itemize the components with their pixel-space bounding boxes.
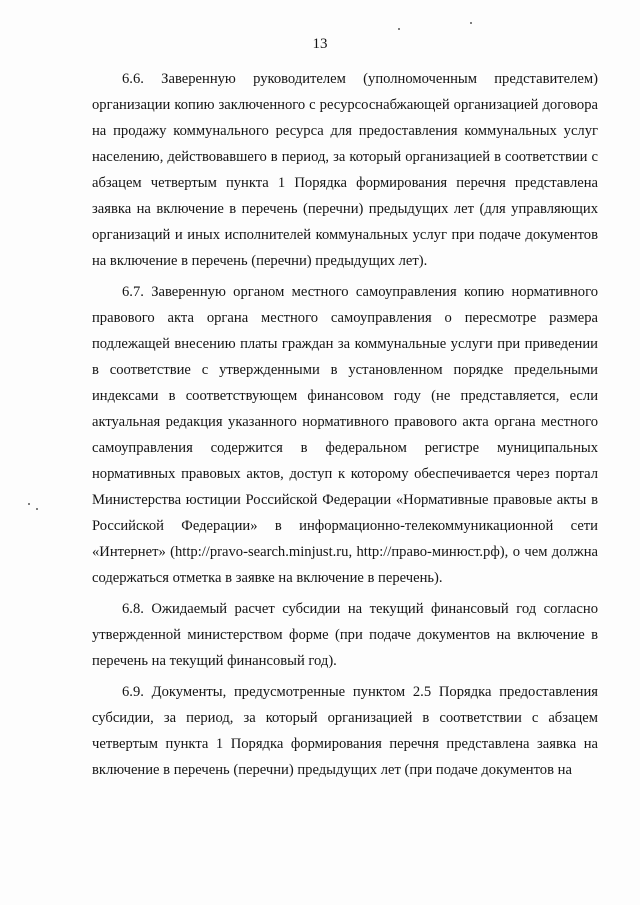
scan-speck	[470, 22, 472, 24]
scan-speck	[28, 503, 30, 505]
scan-speck	[398, 28, 400, 30]
paragraph-6-8: 6.8. Ожидаемый расчет субсидии на текущий финансовый год согласно утвержденной министерством форме (при подаче документов на включение в перечень на текущий финансовый год).	[92, 601, 598, 669]
paragraph-6-6: 6.6. Заверенную руководителем (уполномоченным представителем) организации копию заключенного с ресурсоснабжающей организацией договора на продажу коммунального ресурса для предоставления коммунальных услуг населению, действовавшего в период, за который организацией в соответствии с абзацем четвертым пункта 1 Порядка формирования перечня представлена заявка на включение в перечень (перечни) предыдущих лет (для управляющих организаций и иных исполнителей коммунальных услуг при подаче документов на включение в перечень (перечни) предыдущих лет).	[92, 71, 598, 269]
scan-speck	[36, 508, 38, 510]
document-body	[92, 66, 598, 783]
paragraph-6-7: 6.7. Заверенную органом местного самоуправления копию нормативного правового акта органа местного самоуправления о пересмотре размера подлежащей внесению платы граждан за коммунальные услуги при приведении в соответствие с утвержденными в установленном порядке предельными индексами в соответствующем финансовом году (не представляется, если актуальная редакция указанного нормативного правового акта органа местного самоуправления содержится в федеральном регистре муниципальных нормативных правовых актов, доступ к которому обеспечивается через портал Министерства юстиции Российской Федерации «Нормативные правовые акты в Российской Федерации» в информационно-телекоммуникационной сети «Интернет» (http://pravo-search.minjust.ru, http://право-минюст.рф), о чем должна содержаться отметка в заявке на включение в перечень).	[92, 284, 598, 586]
page-number: 13	[312, 36, 328, 52]
paragraph-6-9: 6.9. Документы, предусмотренные пунктом 2.5 Порядка предоставления субсидии, за период, за который организацией в соответствии с абзацем четвертым пункта 1 Порядка формирования перечня представлена заявка на включение в перечень (перечни) предыдущих лет (при подаче документов на	[92, 684, 598, 778]
